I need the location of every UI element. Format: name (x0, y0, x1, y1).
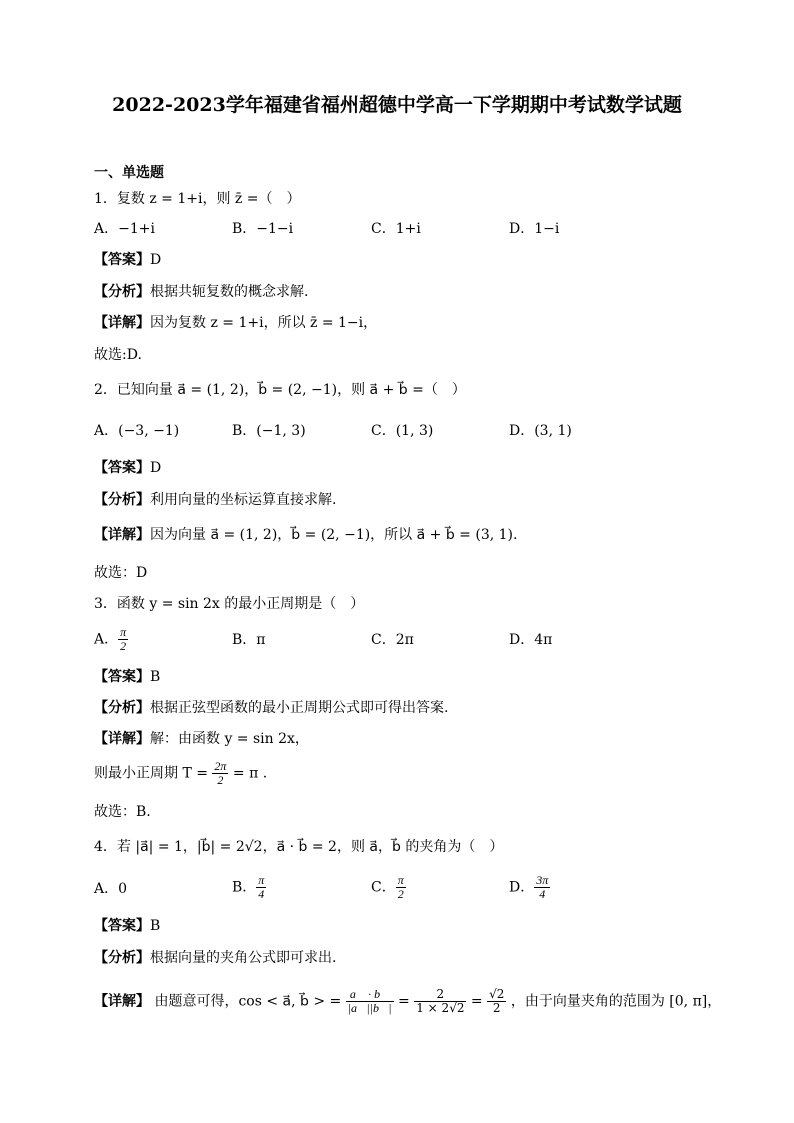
q3-stem: 3．函数 y = sin 2x 的最小正周期是（ ） (94, 596, 365, 612)
fraction-denominator: 2 (120, 639, 127, 653)
fraction-numerator: π (397, 873, 404, 887)
q1-analysis-row (94, 282, 308, 302)
fraction-denominator: 4 (258, 887, 265, 901)
document-title: 2022-2023学年福建省福州超德中学高一下学期期中考试数学试题 (112, 94, 682, 116)
fraction-numerator: 3π (536, 873, 549, 887)
q1-option-c: C．1+i (371, 221, 421, 237)
analysis-tag: 【分析】 (94, 284, 150, 300)
q3-analysis-row (94, 698, 448, 718)
detail-tag: 【详解】 (94, 993, 150, 1010)
q4-detail-post: ，由于向量夹角的范围为 [0, π]， (510, 993, 722, 1010)
q1-detail: 因为复数 z = 1+i，所以 z̄ = 1−i， (150, 315, 378, 331)
q3-detail: 解：由函数 y = sin 2x， (150, 731, 309, 747)
fraction-denominator: 2 (492, 1001, 501, 1015)
q3-period-post: = π . (232, 765, 268, 782)
q2-option-c: C．(1, 3) (371, 423, 434, 439)
q2-detail-row (94, 525, 517, 545)
q4-answer: B (150, 918, 161, 934)
q2-analysis-row (94, 490, 336, 510)
fraction-numerator: 2π (214, 759, 227, 773)
answer-tag: 【答案】 (94, 252, 150, 268)
section-heading: 一、单选题 (94, 165, 164, 181)
detail-tag: 【详解】 (94, 527, 150, 543)
q4-answer-row (94, 916, 160, 936)
fraction-denominator: 1 × 2√2 (416, 1001, 465, 1015)
q1-detail-row (94, 313, 377, 333)
q1-option-d: D．1−i (509, 221, 560, 237)
q1-stem: 1．复数 z = 1+i，则 z̄ =（ ） (94, 191, 301, 207)
q4-option-d-fraction (534, 874, 550, 901)
q2-conclusion: 故选：D (94, 565, 148, 581)
fraction-denominator: 2 (397, 887, 404, 901)
equals-sign: = (398, 993, 410, 1010)
q2-option-d: D．(3, 1) (509, 423, 572, 439)
q3-option-a (94, 626, 128, 653)
q4-detail-fraction-1 (346, 988, 394, 1015)
q4-analysis-row (94, 948, 336, 968)
q3-period-fraction (212, 760, 228, 787)
analysis-tag: 【分析】 (94, 492, 150, 508)
q3-option-b: B．π (232, 632, 266, 648)
q4-option-d-label: D． (509, 879, 535, 896)
fraction-denominator: 2 (217, 773, 224, 787)
q4-option-c-fraction (396, 874, 406, 901)
q2-detail: 因为向量 a⃗ = (1, 2)，b⃗ = (2, −1)，所以 a⃗ + b⃗ = (3, 1). (150, 527, 518, 543)
q4-option-b-label: B． (232, 879, 257, 896)
fraction-denominator: 4 (539, 887, 546, 901)
q4-detail-fraction-2 (414, 988, 466, 1015)
q2-option-b: B．(−1, 3) (232, 423, 306, 439)
q1-option-a: A．−1+i (94, 221, 155, 237)
q3-answer-row (94, 667, 160, 687)
q3-option-a-fraction (118, 626, 128, 653)
answer-tag: 【答案】 (94, 918, 150, 934)
equals-sign: = (470, 993, 483, 1010)
fraction-numerator: π (258, 873, 265, 887)
q4-option-c-label: C． (371, 879, 396, 896)
q1-analysis: 根据共轭复数的概念求解. (150, 284, 309, 300)
q2-stem: 2．已知向量 a⃗ = (1, 2)，b⃗ = (2, −1)，则 a⃗ + b⃗ =（ ） (94, 382, 466, 398)
q4-detail-pre: 由题意可得，cos < a⃗, b⃗ > = (154, 993, 342, 1010)
q1-option-b: B．−1−i (232, 221, 294, 237)
q3-conclusion: 故选：B. (94, 804, 151, 820)
q3-period-pre: 则最小正周期 T = (94, 765, 208, 782)
q1-answer-row (94, 250, 161, 270)
q3-option-a-label: A． (94, 631, 119, 648)
answer-tag: 【答案】 (94, 460, 150, 476)
answer-tag: 【答案】 (94, 669, 150, 685)
q2-option-a: A．(−3, −1) (94, 423, 180, 439)
q4-analysis: 根据向量的夹角公式即可求出. (150, 950, 337, 966)
fraction-numerator: π (120, 625, 127, 639)
q2-answer: D (150, 460, 162, 476)
fraction-numerator: a⃗ · b⃗ (346, 988, 394, 1002)
q2-analysis: 利用向量的坐标运算直接求解. (150, 492, 337, 508)
q4-detail-fraction-3 (487, 988, 506, 1015)
q4-stem: 4．若 |a⃗| = 1，|b⃗| = 2√2，a⃗ · b⃗ = 2，则 a⃗，b⃗ 的夹角为（ ） (94, 839, 504, 855)
detail-tag: 【详解】 (94, 731, 150, 747)
q4-option-d (509, 874, 550, 901)
analysis-tag: 【分析】 (94, 700, 150, 716)
q3-detail-row (94, 729, 309, 749)
q4-detail-row (94, 988, 721, 1015)
q3-analysis: 根据正弦型函数的最小正周期公式即可得出答案. (150, 700, 449, 716)
fraction-numerator: √2 (489, 987, 505, 1001)
q4-option-a: A．0 (94, 881, 128, 897)
q3-answer: B (150, 669, 161, 685)
q3-option-c: C．2π (371, 632, 414, 648)
q4-option-b-fraction (256, 874, 266, 901)
q2-answer-row (94, 458, 161, 478)
fraction-denominator: |a⃗||b⃗| (347, 1001, 392, 1015)
q1-answer: D (150, 252, 162, 268)
analysis-tag: 【分析】 (94, 950, 150, 966)
q3-option-d: D．4π (509, 632, 553, 648)
detail-tag: 【详解】 (94, 315, 150, 331)
fraction-numerator: 2 (414, 988, 466, 1002)
q3-period-row (94, 760, 267, 787)
q4-option-c (371, 874, 406, 901)
q4-option-b (232, 874, 266, 901)
q1-conclusion: 故选:D. (94, 347, 142, 363)
